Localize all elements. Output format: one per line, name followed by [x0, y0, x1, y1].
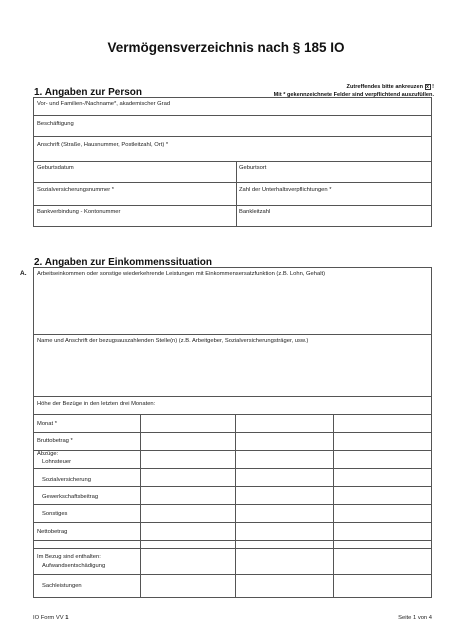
income-form — [33, 267, 432, 598]
row-expense-allowance: Aufwandsentschädigung — [42, 563, 106, 569]
row-benefits-in-kind: Sachleistungen — [42, 583, 82, 589]
example-checkbox: x — [426, 83, 429, 90]
field-occupation[interactable]: Beschäftigung — [37, 121, 74, 127]
row-union-fee: Gewerkschaftsbeitrag — [42, 494, 99, 500]
field-payer[interactable]: Name und Anschrift der bezugsauszahlenden Stelle(n) (z.B. Arbeitgeber, Sozialversicherungsträger, usw.) — [37, 338, 309, 344]
row-gross: Bruttobetrag * — [37, 438, 73, 444]
person-form — [33, 97, 432, 227]
field-dependents[interactable]: Zahl der Unterhaltsverpflichtungen * — [239, 187, 332, 193]
form-id — [33, 615, 68, 621]
form-label: IO Form VV — [33, 615, 64, 621]
note-line-1-suffix: ! — [432, 84, 434, 90]
row-included: Im Bezug sind enthalten: — [37, 554, 101, 560]
row-other: Sonstiges — [42, 511, 68, 517]
row-social-insurance: Sozialversicherung — [42, 477, 91, 483]
section-2-heading: 2. Angaben zur Einkommenssituation — [34, 257, 212, 268]
row-deductions: Abzüge: — [37, 451, 59, 457]
field-address[interactable]: Anschrift (Straße, Hausnummer, Postleitzahl, Ort) * — [37, 142, 169, 148]
row-month: Monat * — [37, 421, 57, 427]
note-line-1: Zutreffendes bitte ankreuzen — [346, 84, 423, 90]
field-income-description[interactable]: Arbeitseinkommen oder sonstige wiederkehrende Leistungen mit Einkommensersatzfunktion (z.B. Lohn, Gehalt) — [37, 271, 326, 277]
field-bank-account[interactable]: Bankverbindung - Kontonummer — [37, 209, 121, 215]
field-birth-place[interactable]: Geburtsort — [239, 165, 267, 171]
page-title: Vermögensverzeichnis nach § 185 IO — [107, 40, 345, 55]
field-name[interactable]: Vor- und Familien-/Nachname*, akademischer Grad — [37, 101, 171, 107]
row-net: Nettobetrag — [37, 529, 68, 535]
field-birth-date[interactable]: Geburtsdatum — [37, 165, 74, 171]
income-table-intro: Höhe der Bezüge in den letzten drei Monaten: — [37, 401, 156, 407]
row-wage-tax: Lohnsteuer — [42, 459, 72, 465]
field-bank-code[interactable]: Bankleitzahl — [239, 209, 271, 215]
form-number: 1 — [65, 615, 69, 621]
field-social-security[interactable]: Sozialversicherungsnummer * — [37, 187, 115, 193]
section-a-marker: A. — [20, 270, 27, 277]
note-line-2: Mit * gekennzeichnete Felder sind verpflichtend auszufüllen. — [273, 92, 434, 98]
section-1-heading: 1. Angaben zur Person — [34, 87, 142, 98]
page-number: Seite 1 von 4 — [398, 615, 432, 621]
